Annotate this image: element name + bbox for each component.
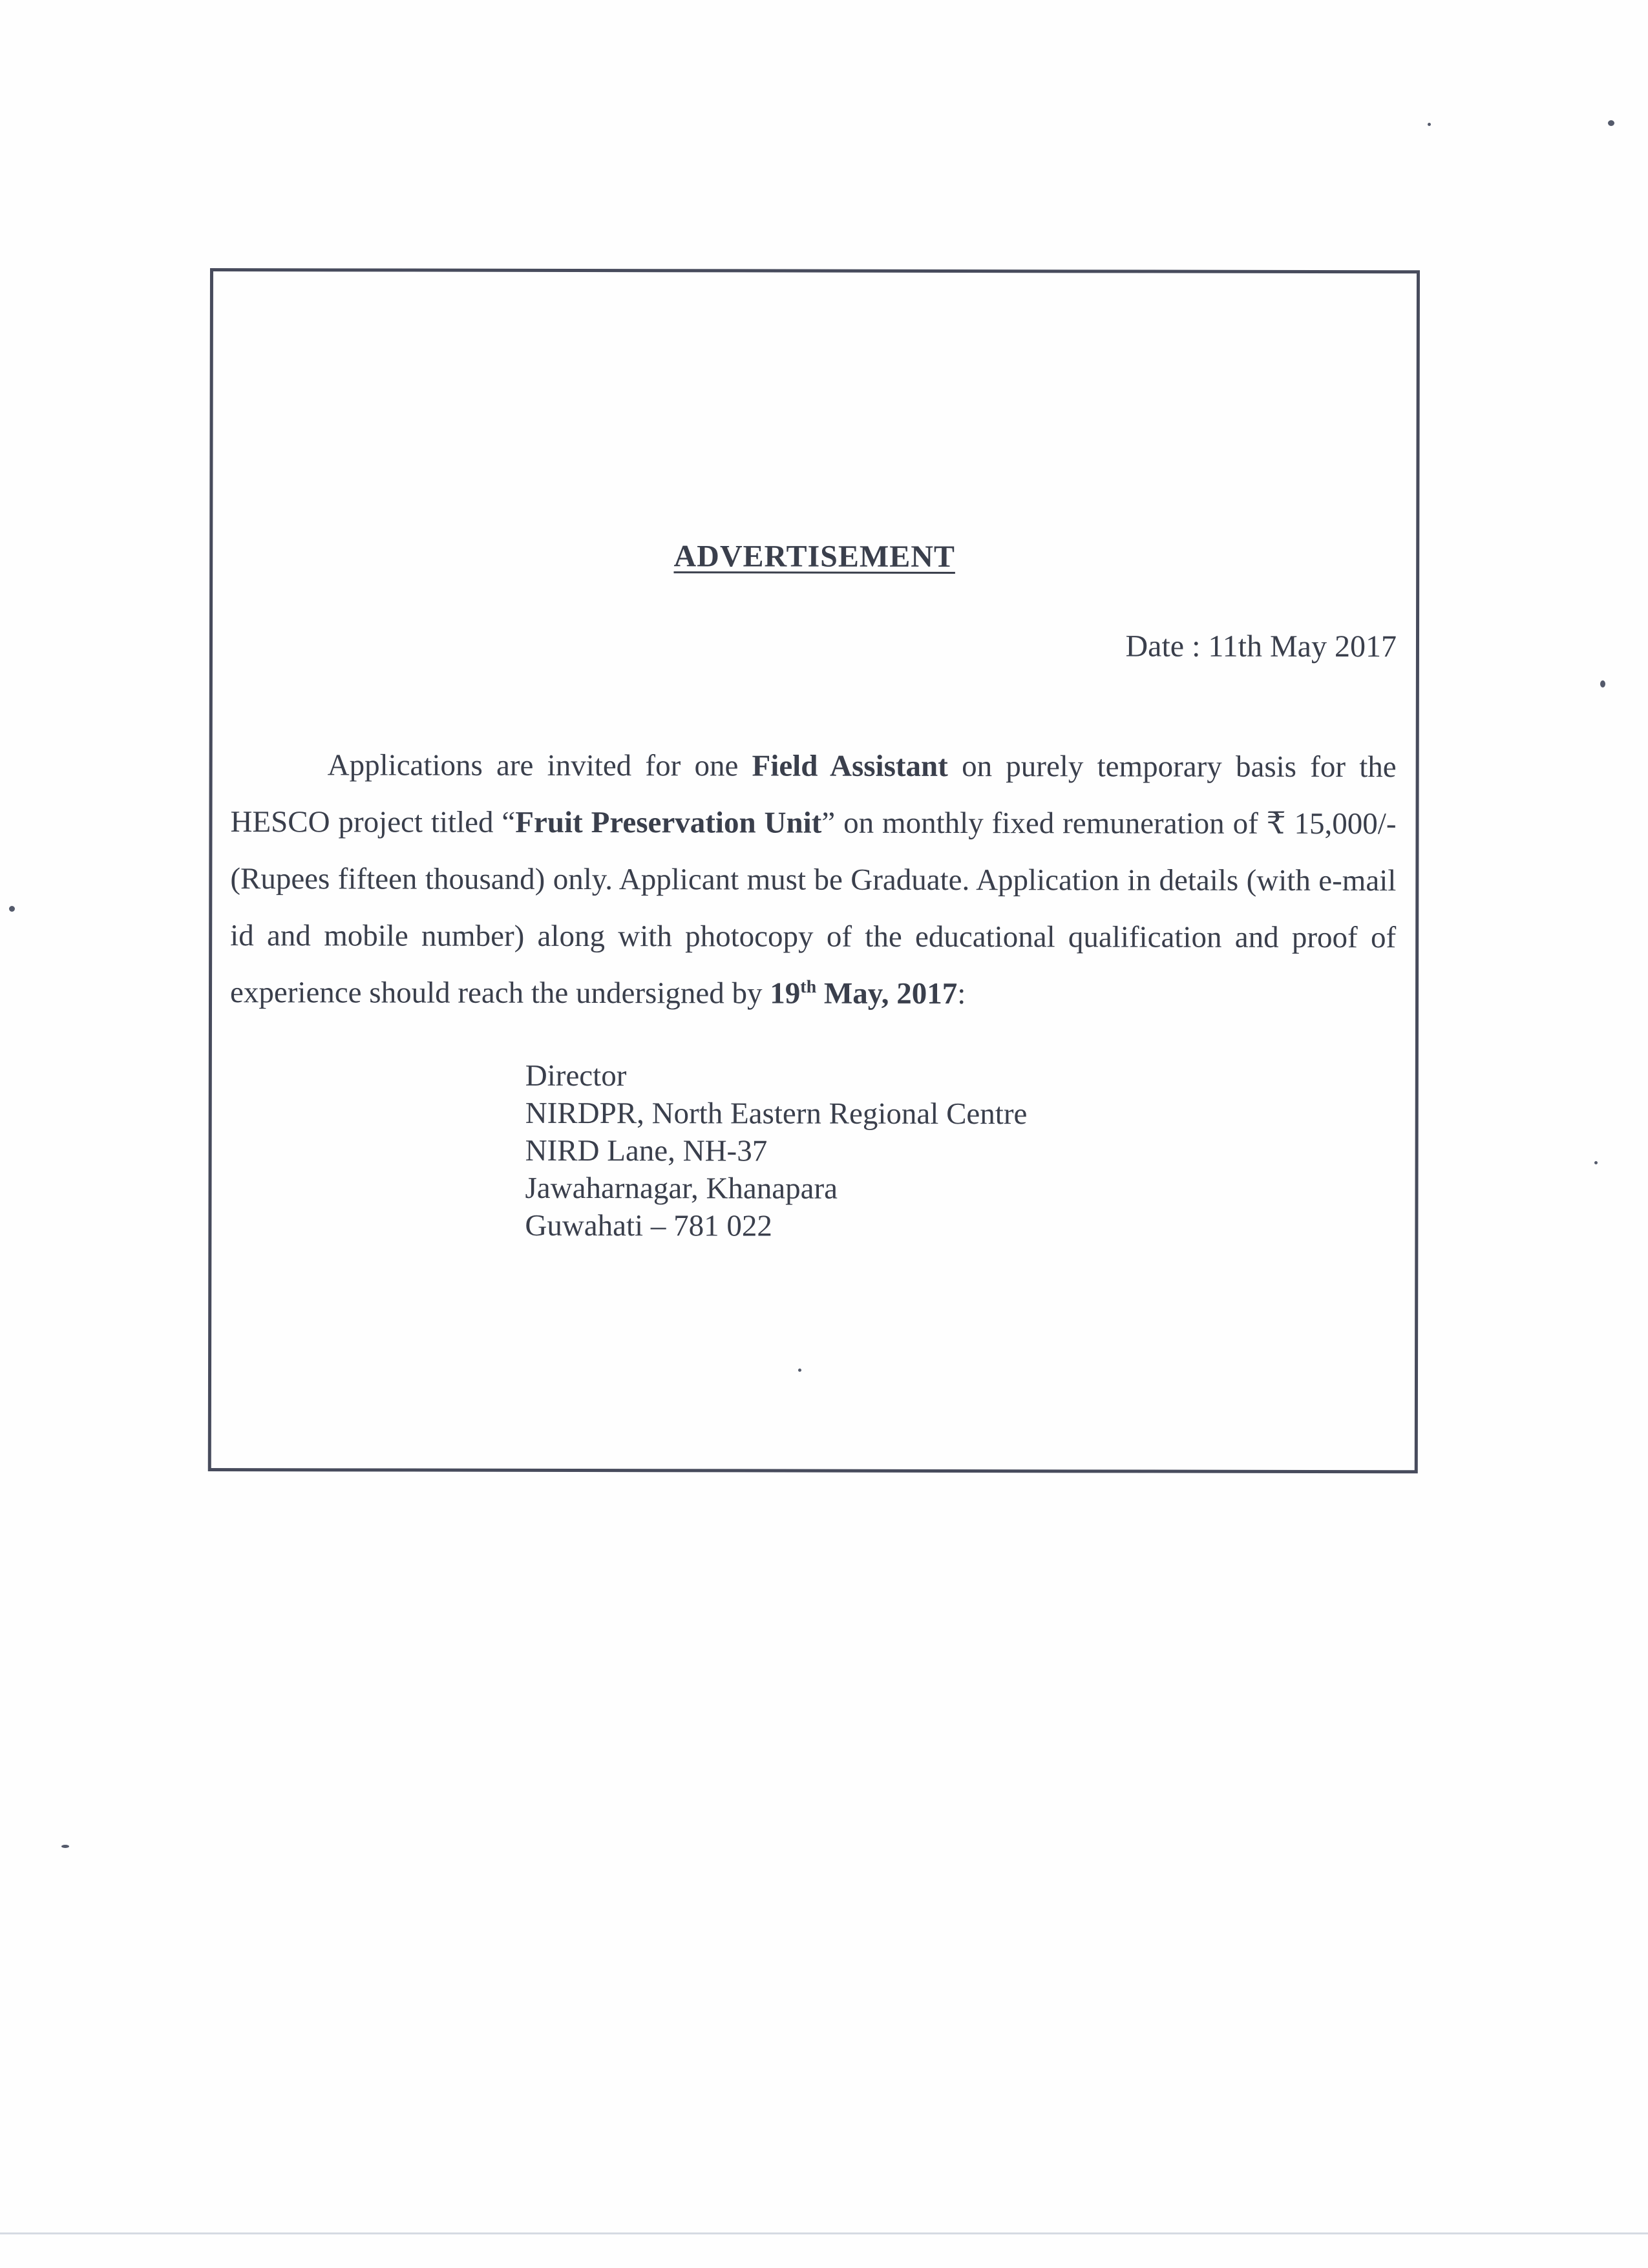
scan-speck bbox=[1594, 1161, 1598, 1164]
body-paragraph: Applications are invited for one Field Assistant on purely temporary basis for the HESCO project titled “Fruit Preservation Unit” on monthly fixed remuneration of ₹ 15,000/- (Rupees fifteen thousand) only. Applicant must be Graduate. Application in details (with e-mail id and mobile number) along with photocopy of the educational qualification and proof of experience should reach the undersigned by 19th May, 2017: bbox=[229, 748, 1397, 1011]
scan-speck bbox=[798, 1369, 801, 1372]
address-block bbox=[525, 1057, 1027, 1245]
project-title: Fruit Preservation Unit bbox=[515, 805, 822, 840]
advertisement-frame bbox=[208, 268, 1420, 1473]
address-line-2: NIRDPR, North Eastern Regional Centre bbox=[525, 1096, 1028, 1131]
address-line-4: Jawaharnagar, Khanapara bbox=[525, 1171, 838, 1206]
address-line-5: Guwahati – 781 022 bbox=[525, 1208, 772, 1243]
scan-speck bbox=[1428, 123, 1431, 126]
address-line-3: NIRD Lane, NH-37 bbox=[525, 1133, 768, 1168]
deadline: 19th May, 2017 bbox=[770, 976, 958, 1011]
scan-speck bbox=[1600, 680, 1605, 688]
scan-speck bbox=[1608, 120, 1614, 126]
position-name: Field Assistant bbox=[752, 749, 948, 783]
scan-speck bbox=[61, 1845, 69, 1848]
document-date: Date : 11th May 2017 bbox=[1125, 629, 1397, 664]
scan-speck bbox=[9, 906, 15, 912]
scan-edge-line bbox=[0, 2232, 1648, 2234]
address-line-1: Director bbox=[525, 1058, 627, 1093]
document-title: ADVERTISEMENT bbox=[673, 539, 955, 574]
